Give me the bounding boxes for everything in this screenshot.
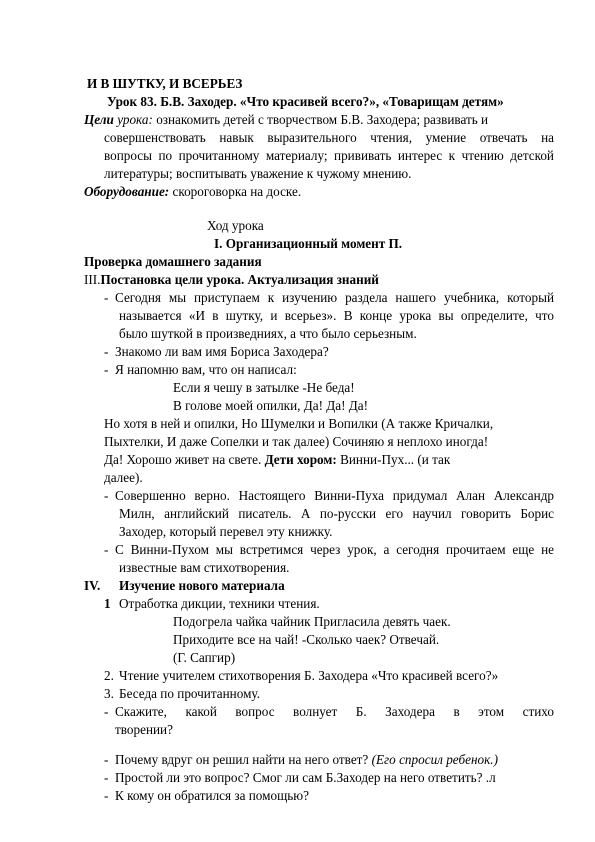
question-4: К кому он обратился за помощью? (115, 788, 309, 803)
stage-4-number: IV. (84, 578, 101, 593)
children-chorus-label: Дети хором: (264, 452, 337, 467)
p4-line-3: Заходер, который перевел эту книжку. (119, 524, 333, 539)
goals-line-2: совершенствовать навык выразительного чтения, умение отвечать на (104, 130, 554, 145)
poem2-line-4: далее). (104, 470, 143, 485)
stage-3-title: Постановка цели урока. Актуализация знаний (100, 272, 379, 287)
stage-2-heading: Проверка домашнего задания (84, 254, 262, 269)
dash-marker: - (104, 704, 109, 719)
p5-line-1: С Винни-Пухом мы встретимся через урок, а сегодня прочитаем еще не (115, 542, 554, 557)
p2-line: Знакомо ли вам имя Бориса Заходера? (115, 344, 329, 359)
item-2-text: Чтение учителем стихотворения Б. Заходера «Что красивей всего?» (119, 668, 499, 683)
p1-line-1: Сегодня мы приступаем к изучению раздела нашего учебника, который (115, 290, 554, 305)
item-1-number: 1 (104, 596, 111, 611)
item-3-text: Беседа по прочитанному. (119, 686, 260, 701)
goals-line-3: вопросы по прочитанному материалу; прививать интерес к чтению детской (104, 148, 554, 163)
p4-line-2: Милн, английский писатель. А по-русски его научил говорить Борис (119, 506, 554, 521)
item-1-text: Отработка дикции, техники чтения. (119, 596, 320, 611)
dash-marker: - (104, 362, 109, 377)
course-heading: Ход урока (207, 218, 264, 233)
poem1-line-2: В голове моей опилки, Да! Да! Да! (173, 398, 369, 413)
question-2-text: Почему вдруг он решил найти на него ответ? (115, 752, 372, 767)
p5-line-2: известные вам стихотворения. (119, 560, 290, 575)
poem2-line-1: Но хотя в ней и опилки, Но Шумелки и Вопилки (А также Кричалки, (104, 416, 494, 431)
question-2-answer: (Его спросил ребенок.) (371, 752, 498, 767)
goals-label: Цели (84, 112, 114, 127)
tongue-twister-author: (Г. Сапгир) (173, 650, 236, 665)
dash-marker: - (104, 290, 109, 305)
question-1-line-1: Скажите, какой вопрос волнует Б. Заходера в этом стихо (115, 704, 554, 719)
p3-line: Я напомню вам, что он написал: (115, 362, 297, 377)
dash-marker: - (104, 788, 109, 803)
poem2-text: Да! Хорошо живет на свете. (104, 452, 265, 467)
equipment-line (84, 183, 301, 201)
dash-marker: - (104, 752, 109, 767)
goals-line-1 (84, 111, 554, 129)
dash-marker: - (104, 770, 109, 785)
item-3-number: 3. (104, 686, 114, 701)
tongue-twister-line-2: Приходите все на чай! -Сколько чаек? Отвечай. (173, 632, 440, 647)
goals-label-2: урока: (117, 112, 153, 127)
equipment-text: скороговорка на доске. (169, 184, 302, 199)
poem1-line-1: Если я чешу в затылке -Не беда! (173, 380, 355, 395)
dash-marker: - (104, 488, 109, 503)
dash-marker: - (104, 344, 109, 359)
section-title: И В ШУТКУ, И ВСЕРЬЕЗ (87, 76, 243, 91)
stage-3-number: III. (84, 272, 101, 287)
goals-line-4: литературы; воспитывать уважение к чужому мнению. (104, 166, 412, 181)
question-2 (115, 751, 498, 769)
lesson-title: Урок 83. Б.В. Заходер. «Что красивей всего?», «Товарищам детям» (107, 94, 504, 109)
item-2-number: 2. (104, 668, 114, 683)
poem2-line-2: Пыхтелки, И даже Сопелки и так далее) Сочиняю я неплохо иногда! (104, 434, 489, 449)
question-1-line-2: творении? (115, 722, 173, 737)
tongue-twister-line-1: Подогрела чайка чайник Пригласила девять чаек. (173, 614, 451, 629)
p1-line-2: называется «И в шутку, и всерьез». В конце урока вы определите, что (119, 308, 554, 323)
poem2-text-end: Винни-Пух... (и так (336, 452, 451, 467)
stage-4-heading: Изучение нового материала (119, 578, 285, 593)
dash-marker: - (104, 542, 109, 557)
goals-text-1: ознакомить детей с творчеством Б.В. Заходера; развивать и (156, 112, 489, 127)
equipment-label: Оборудование: (84, 184, 170, 199)
question-3: Простой ли это вопрос? Смог ли сам Б.Заходер на него ответить? .л (115, 770, 496, 785)
poem2-line-3 (104, 451, 450, 469)
stage-3-heading (84, 271, 379, 289)
p4-line-1: Совершенно верно. Настоящего Винни-Пуха придумал Алан Александр (115, 488, 554, 503)
p1-line-3: было шуткой в произведниях, а что было серьезным. (119, 326, 417, 341)
stage-1-heading: I. Организационный момент П. (214, 236, 403, 251)
